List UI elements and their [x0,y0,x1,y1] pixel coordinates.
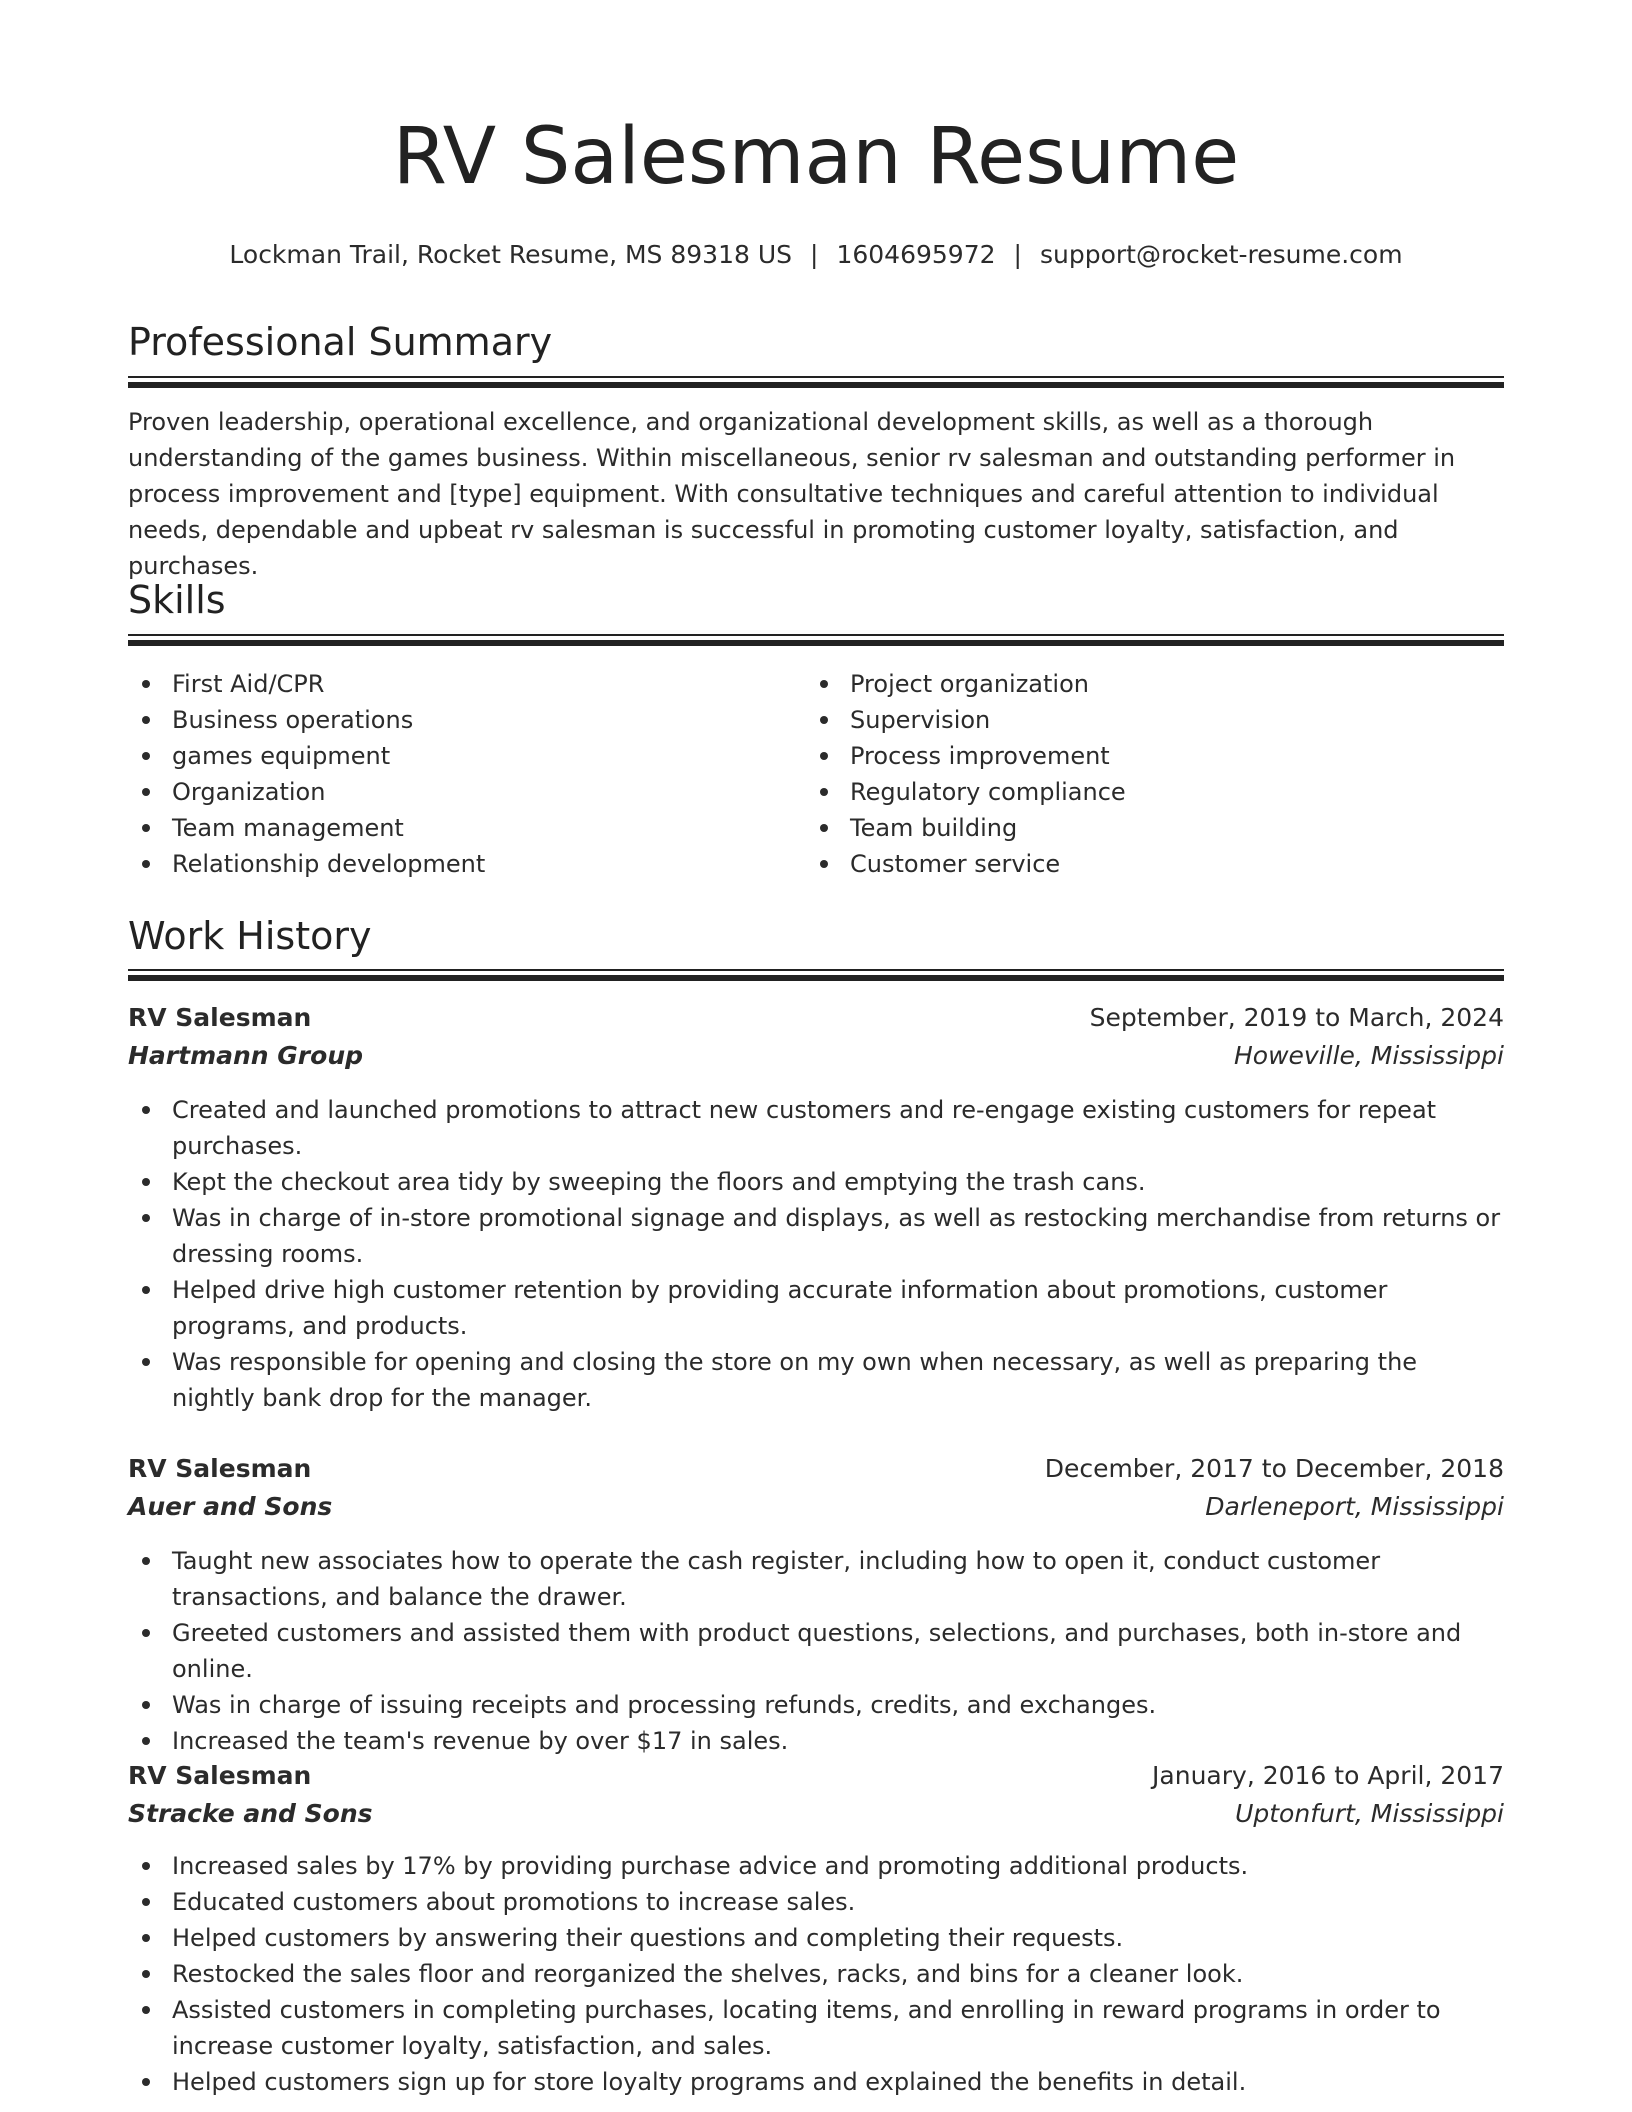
contact-phone: 1604695972 [836,240,996,269]
job-location: Darleneport, Mississippi [1205,1492,1504,1521]
summary-text: Proven leadership, operational excellence, and organizational development skills, as well as a thorough understanding of the games business. Within miscellaneous, senior rv salesman and outstanding performer in process improvement and [type] equipment. With consultative techniques and careful attention to individual needs, dependable and upbeat rv salesman is successful in promoting customer loyalty, satisfaction, and purchases. [128,408,1456,580]
list-item [806,702,1466,738]
job-company: Stracke and Sons [128,1799,373,1828]
bullet-icon [142,1286,150,1294]
job-dates: December, 2017 to December, 2018 [1044,1454,1504,1483]
section-title-skills: Skills [128,578,226,622]
list-item-text: Business operations [172,706,414,734]
list-item-text: Was in charge of in-store promotional signage and displays, as well as restocking merchandise from returns or dressing rooms. [172,1204,1501,1268]
bullet-icon [142,1970,150,1978]
section-title-work: Work History [128,914,372,958]
bullet-icon [142,824,150,832]
skills-list-left [128,666,788,882]
bullet-icon [142,860,150,868]
list-item [128,666,788,702]
list-item-text: Was responsible for opening and closing the store on my own when necessary, as well as preparing the nightly bank drop for the manager. [172,1348,1418,1412]
list-item-text: Created and launched promotions to attract new customers and re-engage existing customers for repeat purchases. [172,1096,1437,1160]
section-title-summary: Professional Summary [128,320,553,364]
list-item-text: First Aid/CPR [172,670,325,698]
list-item [128,702,788,738]
skills-list-right [806,666,1466,882]
section-divider [128,376,1504,388]
list-item [128,1687,1504,1723]
list-item [128,1615,1504,1687]
bullet-icon [820,824,828,832]
list-item [128,810,788,846]
job-bullets [128,1543,1504,1759]
list-item-text: Team building [850,814,1018,842]
bullet-icon [142,1358,150,1366]
list-item [128,1884,1504,1920]
job-title: RV Salesman [128,1454,312,1483]
resume-page [128,0,1504,2112]
list-item-text: Increased the team's revenue by over $17 in sales. [172,1727,789,1755]
section-divider [128,969,1504,981]
list-item [128,1164,1504,1200]
bullet-icon [142,1629,150,1637]
job-header [128,1758,1504,1834]
list-item [806,846,1466,882]
list-item-text: Process improvement [850,742,1110,770]
list-item-text: Customer service [850,850,1061,878]
list-item [806,738,1466,774]
list-item-text: Team management [172,814,404,842]
list-item [128,1723,1504,1759]
list-item-text: Assisted customers in completing purchases, locating items, and enrolling in reward programs in order to increase customer loyalty, satisfaction, and sales. [172,1996,1441,2060]
bullet-icon [142,680,150,688]
list-item [128,1200,1504,1272]
job-location: Uptonfurt, Mississippi [1235,1799,1504,1828]
bullet-icon [142,1737,150,1745]
list-item-text: Helped customers by answering their questions and completing their requests. [172,1924,1124,1952]
job-title: RV Salesman [128,1003,312,1032]
list-item-text: Helped customers sign up for store loyalty programs and explained the benefits in detail. [172,2068,1247,2096]
section-divider [128,634,1504,646]
list-item [128,2064,1504,2100]
bullet-icon [820,716,828,724]
bullet-icon [820,680,828,688]
resume-title: RV Salesman Resume [392,112,1240,202]
job-bullets [128,1092,1504,1416]
bullet-icon [142,716,150,724]
list-item [128,774,788,810]
bullet-icon [820,752,828,760]
job-header [128,1451,1504,1527]
list-item [128,1272,1504,1344]
list-item-text: Supervision [850,706,991,734]
bullet-icon [142,1862,150,1870]
list-item [128,1920,1504,1956]
job-header [128,1000,1504,1076]
bullet-icon [820,860,828,868]
bullet-icon [142,752,150,760]
bullet-icon [142,1178,150,1186]
job-dates: September, 2019 to March, 2024 [1089,1003,1504,1032]
bullet-icon [142,1106,150,1114]
list-item [806,810,1466,846]
contact-email: support@rocket-resume.com [1039,240,1403,269]
job-title: RV Salesman [128,1761,312,1790]
list-item-text: Project organization [850,670,1089,698]
list-item-text: Helped drive high customer retention by providing accurate information about promotions, customer programs, and products. [172,1276,1388,1340]
bullet-icon [142,1898,150,1906]
list-item [128,1543,1504,1615]
bullet-icon [142,1214,150,1222]
bullet-icon [820,788,828,796]
contact-separator: | [810,240,819,269]
list-item-text: Restocked the sales floor and reorganized the shelves, racks, and bins for a cleaner look. [172,1960,1244,1988]
contact-address: Lockman Trail, Rocket Resume, MS 89318 US [229,240,793,269]
bullet-icon [142,788,150,796]
list-item [128,1092,1504,1164]
list-item-text: Educated customers about promotions to increase sales. [172,1888,856,1916]
list-item-text: Greeted customers and assisted them with product questions, selections, and purchases, both in-store and online. [172,1619,1462,1683]
list-item [806,666,1466,702]
job-location: Howeville, Mississippi [1233,1041,1504,1070]
list-item-text: Relationship development [172,850,486,878]
job-dates: January, 2016 to April, 2017 [1152,1761,1504,1790]
list-item [128,1344,1504,1416]
list-item-text: games equipment [172,742,391,770]
contact-line [128,240,1504,270]
job-company: Auer and Sons [128,1492,333,1521]
job-company: Hartmann Group [128,1041,364,1070]
list-item-text: Organization [172,778,326,806]
list-item-text: Kept the checkout area tidy by sweeping the floors and emptying the trash cans. [172,1168,1146,1196]
contact-separator: | [1013,240,1022,269]
list-item-text: Increased sales by 17% by providing purchase advice and promoting additional products. [172,1852,1249,1880]
list-item [128,1848,1504,1884]
list-item [128,738,788,774]
bullet-icon [142,1557,150,1565]
list-item [128,1956,1504,1992]
job-bullets [128,1848,1504,2100]
list-item [128,846,788,882]
bullet-icon [142,2006,150,2014]
list-item-text: Regulatory compliance [850,778,1126,806]
list-item [806,774,1466,810]
bullet-icon [142,1934,150,1942]
list-item-text: Taught new associates how to operate the cash register, including how to open it, conduct customer transactions, and balance the drawer. [172,1547,1381,1611]
bullet-icon [142,1701,150,1709]
list-item-text: Was in charge of issuing receipts and processing refunds, credits, and exchanges. [172,1691,1157,1719]
bullet-icon [142,2078,150,2086]
list-item [128,1992,1504,2064]
